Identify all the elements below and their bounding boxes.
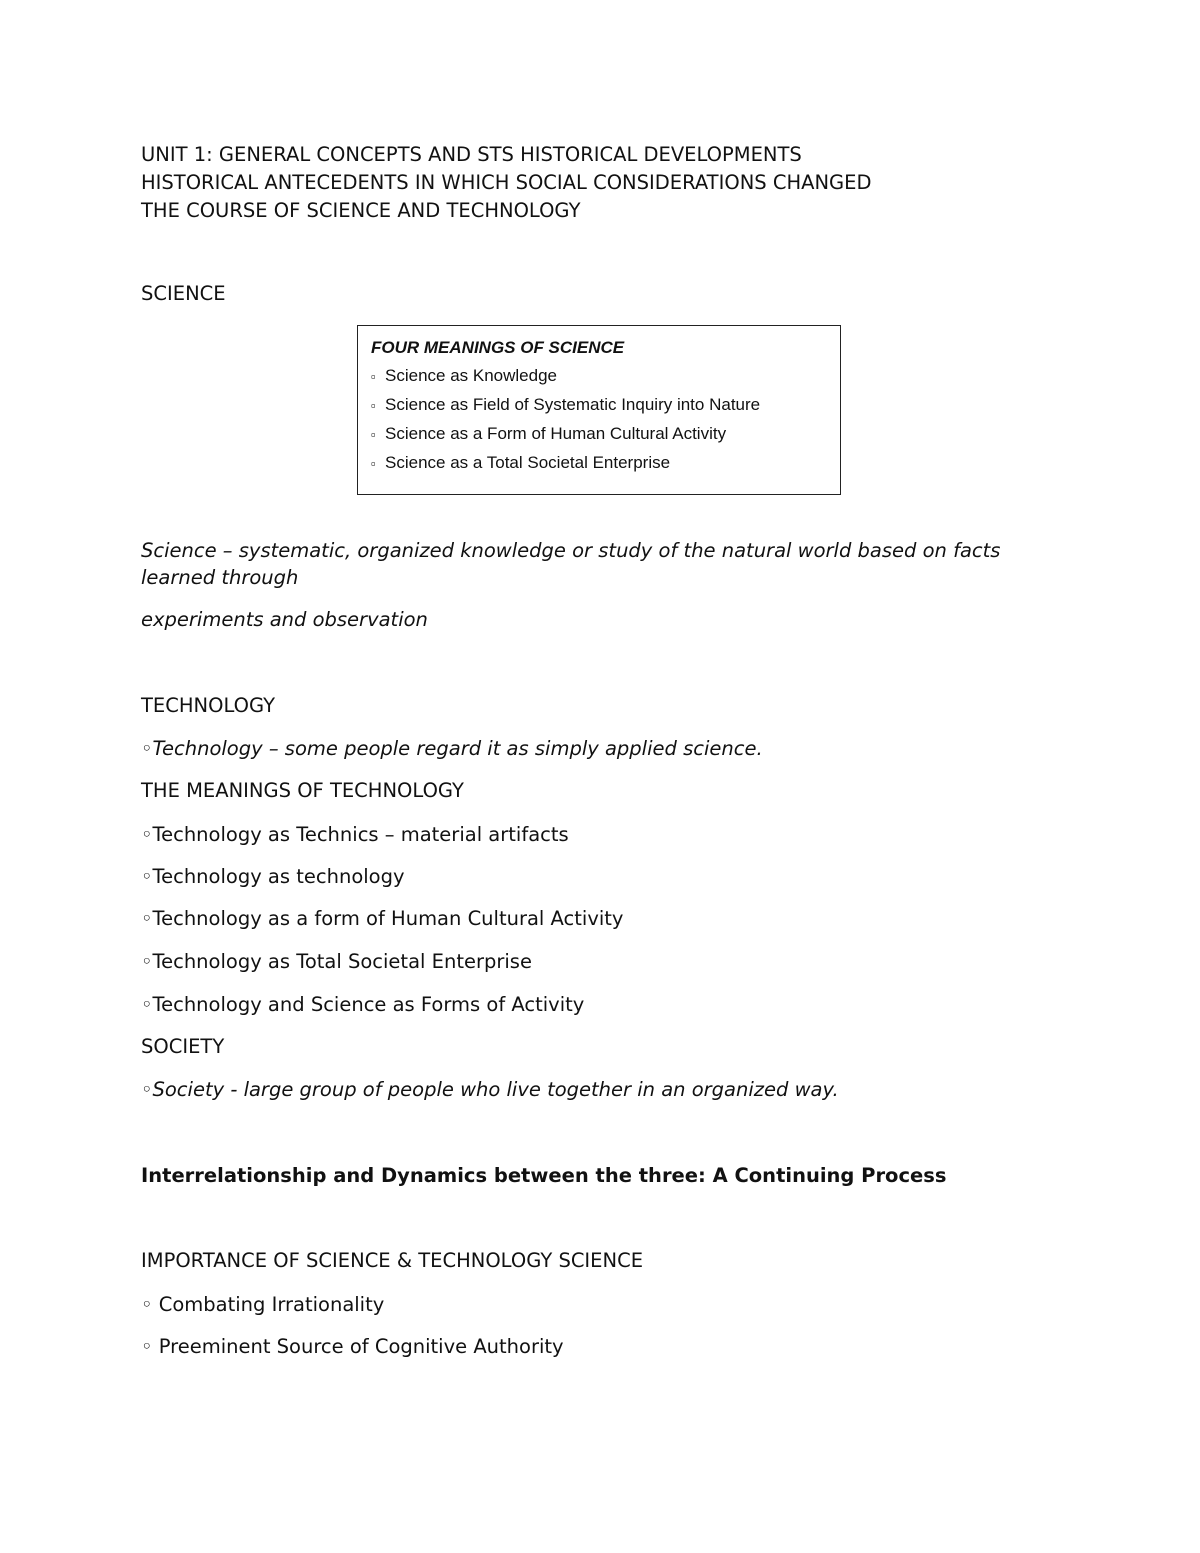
science-definition-continued: experiments and observation bbox=[141, 608, 428, 631]
bullet-icon: ▫ bbox=[371, 456, 376, 471]
technology-meanings-label: THE MEANINGS OF TECHNOLOGY bbox=[141, 779, 464, 802]
box-item bbox=[371, 420, 840, 449]
box-item bbox=[371, 449, 840, 478]
heading-line-1: UNIT 1: GENERAL CONCEPTS AND STS HISTORICAL DEVELOPMENTS bbox=[141, 143, 802, 166]
bullet-icon: ▫ bbox=[371, 398, 376, 413]
box-item-text: Science as Field of Systematic Inquiry into Nature bbox=[385, 395, 761, 414]
technology-meaning-item: ◦Technology as Total Societal Enterprise bbox=[141, 950, 532, 973]
importance-item: ◦ Combating Irrationality bbox=[141, 1293, 385, 1316]
importance-heading: IMPORTANCE OF SCIENCE & TECHNOLOGY SCIENCE bbox=[141, 1249, 644, 1272]
technology-meaning-item: ◦Technology and Science as Forms of Activity bbox=[141, 993, 585, 1016]
bullet-icon: ▫ bbox=[371, 427, 376, 442]
interrelationship-heading: Interrelationship and Dynamics between the three: A Continuing Process bbox=[141, 1164, 947, 1187]
box-title: FOUR MEANINGS OF SCIENCE bbox=[371, 338, 625, 357]
heading-line-2: HISTORICAL ANTECEDENTS IN WHICH SOCIAL CONSIDERATIONS CHANGED bbox=[141, 171, 872, 194]
box-item-text: Science as a Form of Human Cultural Activity bbox=[385, 424, 727, 443]
box-item-text: Science as a Total Societal Enterprise bbox=[385, 453, 671, 472]
heading-line-3: THE COURSE OF SCIENCE AND TECHNOLOGY bbox=[141, 199, 581, 222]
box-item bbox=[371, 391, 840, 420]
four-meanings-box bbox=[357, 325, 841, 495]
box-item-text: Science as Knowledge bbox=[385, 366, 558, 385]
technology-definition: ◦Technology – some people regard it as simply applied science. bbox=[141, 737, 763, 760]
technology-meaning-item: ◦Technology as a form of Human Cultural Activity bbox=[141, 907, 624, 930]
document-heading bbox=[141, 141, 1071, 225]
importance-item: ◦ Preeminent Source of Cognitive Authority bbox=[141, 1335, 564, 1358]
technology-label: TECHNOLOGY bbox=[141, 694, 276, 717]
science-label: SCIENCE bbox=[141, 282, 226, 305]
technology-meaning-item: ◦Technology as Technics – material artifacts bbox=[141, 823, 569, 846]
technology-meaning-item: ◦Technology as technology bbox=[141, 865, 405, 888]
box-item bbox=[371, 362, 840, 391]
society-definition: ◦Society - large group of people who live together in an organized way. bbox=[141, 1078, 839, 1101]
society-label: SOCIETY bbox=[141, 1035, 225, 1058]
science-definition: Science – systematic, organized knowledge or study of the natural world based on facts learned through bbox=[141, 539, 1001, 589]
bullet-icon: ▫ bbox=[371, 369, 376, 384]
